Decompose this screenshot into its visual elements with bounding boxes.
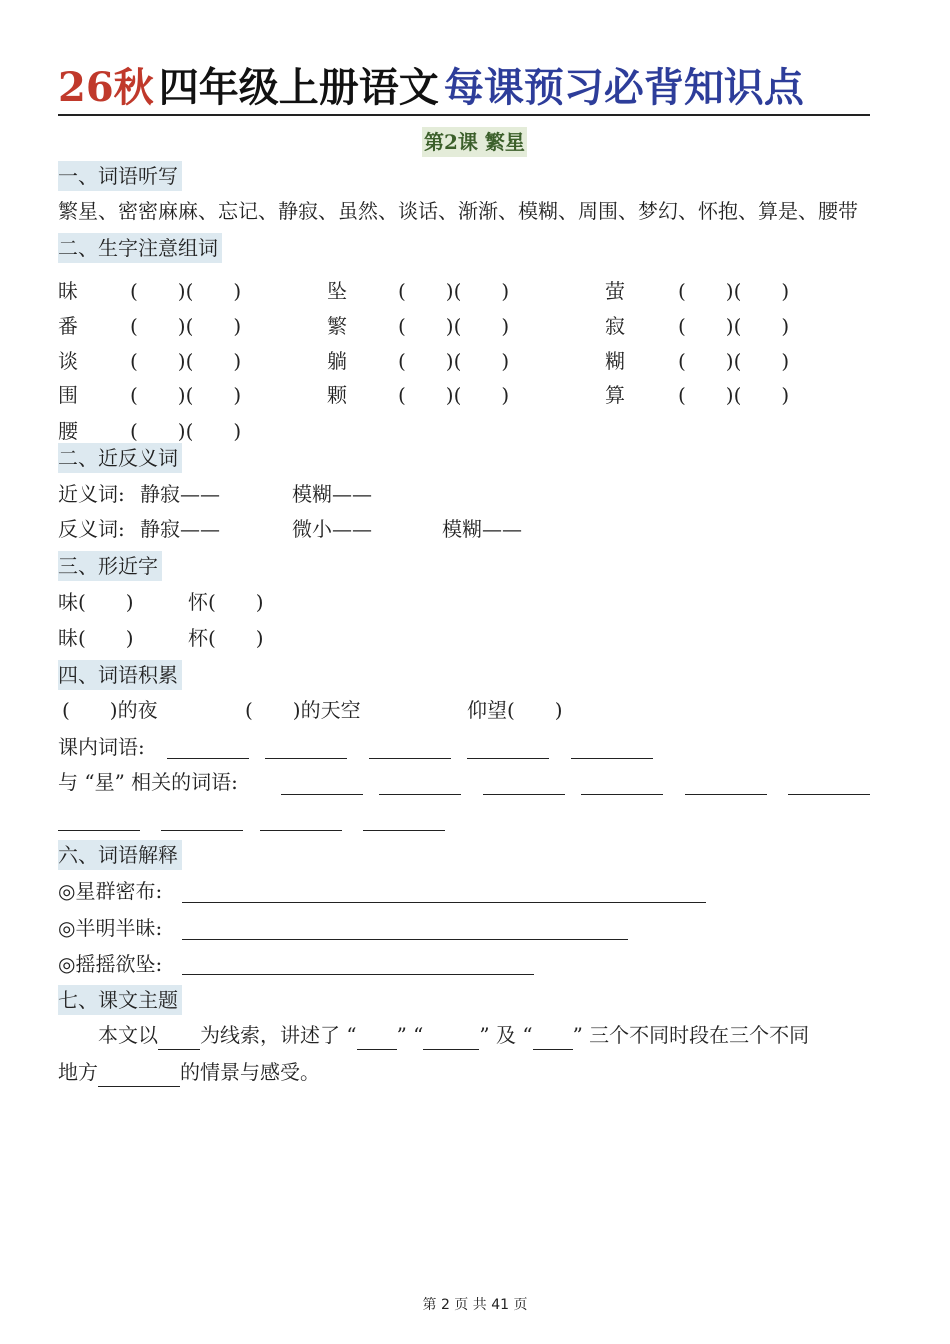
phrase-fill[interactable]: ( )的夜 (62, 698, 158, 722)
theme-text: ” “ (396, 1023, 424, 1047)
antonym-item[interactable]: 模糊—— (442, 517, 522, 541)
section-title-explanations: 六、词语解释 (58, 840, 182, 870)
answer-line[interactable] (182, 939, 628, 940)
explanation-term: ◎摇摇欲坠: (58, 952, 163, 976)
answer-line[interactable] (483, 794, 565, 795)
paren-blanks[interactable]: ( )( ) (130, 383, 242, 407)
paren-blanks[interactable]: ( )( ) (398, 314, 510, 338)
synonym-item[interactable]: 静寂—— (140, 482, 220, 506)
section-title-vocabulary: 四、词语积累 (58, 660, 182, 690)
paren-blanks[interactable]: ( )( ) (130, 279, 242, 303)
similar-char-item[interactable]: 怀( ) (188, 590, 264, 614)
char-item: 糊 (605, 349, 625, 373)
section-title-theme: 七、课文主题 (58, 985, 182, 1015)
similar-char-item[interactable]: 昧( ) (58, 626, 134, 650)
page-number: 第 2 页 共 41 页 (422, 1297, 528, 1313)
theme-text: ” 及 “ (479, 1023, 533, 1047)
char-item: 颗 (327, 383, 347, 407)
answer-blank[interactable] (357, 1029, 397, 1050)
answer-blank[interactable] (533, 1029, 573, 1050)
char-item: 算 (605, 383, 625, 407)
document-header (58, 62, 870, 116)
answer-line[interactable] (281, 794, 363, 795)
section-title-synonyms: 二、近反义词 (58, 443, 182, 473)
char-item: 萤 (605, 279, 625, 303)
phrase-fill[interactable]: ( )的天空 (245, 698, 361, 722)
char-item: 繁 (327, 314, 347, 338)
section-title-similar-chars: 三、形近字 (58, 551, 162, 581)
theme-text: 本文以 (98, 1023, 158, 1047)
paren-blanks[interactable]: ( )( ) (130, 419, 242, 443)
answer-line[interactable] (182, 902, 706, 903)
answer-blank[interactable] (158, 1029, 200, 1050)
answer-line[interactable] (260, 830, 342, 831)
antonym-label: 反义词: (58, 517, 125, 541)
theme-text: 地方 (58, 1060, 98, 1084)
char-item: 腰 (58, 419, 78, 443)
answer-line[interactable] (161, 830, 243, 831)
theme-paragraph-line-2 (58, 1057, 320, 1087)
char-item: 寂 (605, 314, 625, 338)
antonym-item[interactable]: 静寂—— (140, 517, 220, 541)
header-topic: 每课预习必背知识点 (443, 64, 804, 111)
phrase-fill[interactable]: 仰望( ) (467, 698, 563, 722)
char-item: 坠 (327, 279, 347, 303)
paren-blanks[interactable]: ( )( ) (130, 349, 242, 373)
answer-line[interactable] (685, 794, 767, 795)
dictation-words: 繁星、密密麻麻、忘记、静寂、虽然、谈话、渐渐、模糊、周围、梦幻、怀抱、算是、腰带 (58, 199, 858, 223)
paren-blanks[interactable]: ( )( ) (678, 349, 790, 373)
answer-line[interactable] (182, 974, 534, 975)
synonym-item[interactable]: 模糊—— (292, 482, 372, 506)
theme-text: ” 三个不同时段在三个不同 (572, 1023, 810, 1047)
header-season: 26秋 (58, 64, 154, 111)
answer-line[interactable] (788, 794, 870, 795)
theme-paragraph-line-1 (58, 1020, 888, 1050)
answer-line[interactable] (369, 758, 451, 759)
antonym-item[interactable]: 微小—— (292, 517, 372, 541)
explanation-term: ◎半明半昧: (58, 916, 163, 940)
paren-blanks[interactable]: ( )( ) (678, 279, 790, 303)
answer-blank[interactable] (98, 1066, 180, 1087)
paren-blanks[interactable]: ( )( ) (398, 349, 510, 373)
paren-blanks[interactable]: ( )( ) (678, 314, 790, 338)
answer-line[interactable] (167, 758, 249, 759)
in-class-words-label: 课内词语: (58, 735, 145, 759)
explanation-term: ◎星群密布: (58, 879, 163, 903)
section-title-word-building: 二、生字注意组词 (58, 233, 222, 263)
theme-text: 的情景与感受。 (180, 1060, 320, 1084)
char-item: 番 (58, 314, 78, 338)
char-item: 躺 (327, 349, 347, 373)
answer-line[interactable] (571, 758, 653, 759)
paren-blanks[interactable]: ( )( ) (678, 383, 790, 407)
similar-char-item[interactable]: 味( ) (58, 590, 134, 614)
answer-line[interactable] (363, 830, 445, 831)
similar-char-item[interactable]: 杯( ) (188, 626, 264, 650)
char-item: 谈 (58, 349, 78, 373)
answer-line[interactable] (581, 794, 663, 795)
char-item: 围 (58, 383, 78, 407)
section-title-dictation: 一、词语听写 (58, 161, 182, 191)
answer-line[interactable] (58, 830, 140, 831)
answer-line[interactable] (379, 794, 461, 795)
answer-line[interactable] (467, 758, 549, 759)
synonym-label: 近义词: (58, 482, 125, 506)
answer-blank[interactable] (423, 1029, 479, 1050)
paren-blanks[interactable]: ( )( ) (130, 314, 242, 338)
header-grade: 四年级上册语文 (158, 64, 439, 111)
lesson-title: 第2课 繁星 (422, 127, 527, 157)
char-item: 昧 (58, 279, 78, 303)
answer-line[interactable] (265, 758, 347, 759)
star-words-label: 与 “星” 相关的词语: (58, 770, 238, 794)
paren-blanks[interactable]: ( )( ) (398, 279, 510, 303)
theme-text: 为线索，讲述了 “ (200, 1023, 357, 1047)
paren-blanks[interactable]: ( )( ) (398, 383, 510, 407)
